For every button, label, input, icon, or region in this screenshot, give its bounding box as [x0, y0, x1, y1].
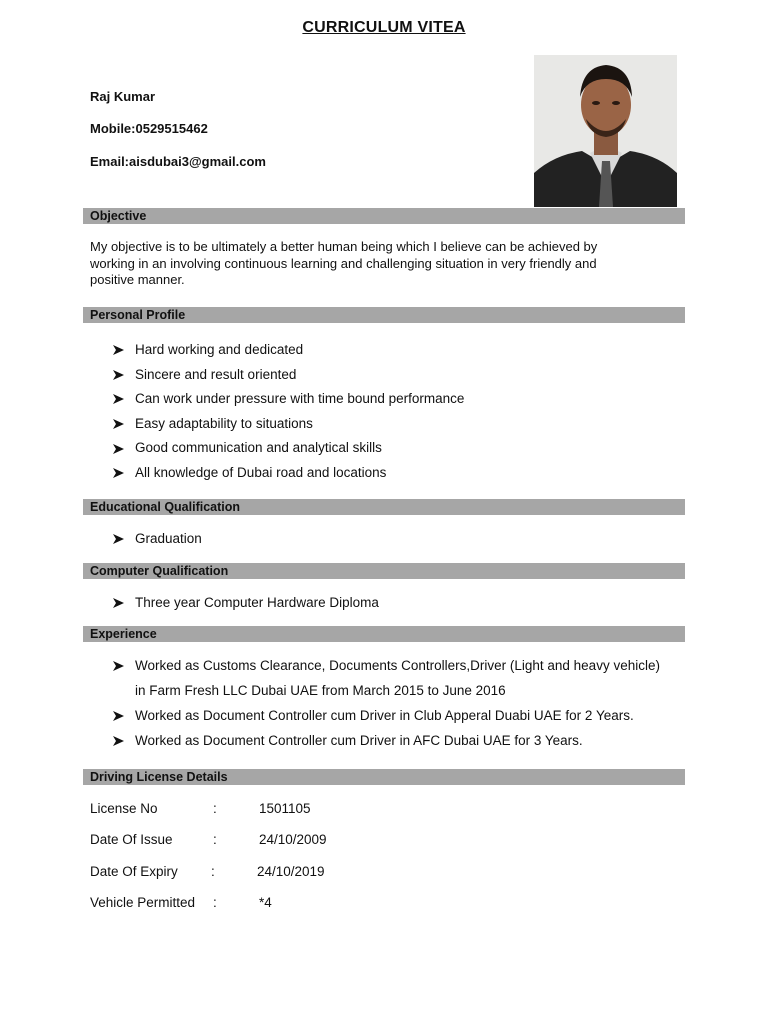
license-row — [90, 895, 390, 913]
list-item — [113, 530, 202, 548]
list-item-text: Graduation — [135, 531, 202, 546]
document-title: CURRICULUM VITEA — [302, 19, 466, 36]
license-value: 24/10/2019 — [257, 864, 325, 879]
section-heading-license: Driving License Details — [83, 769, 685, 785]
arrowhead-bullet-icon — [113, 338, 125, 363]
arrowhead-bullet-icon — [113, 436, 125, 461]
list-item-text: All knowledge of Dubai road and locations — [135, 464, 387, 480]
education-list — [113, 530, 202, 548]
list-item — [113, 387, 464, 412]
list-item-text: Can work under pressure with time bound performance — [135, 391, 465, 407]
arrowhead-bullet-icon — [113, 363, 125, 388]
arrowhead-bullet-icon — [113, 412, 125, 437]
experience-list — [113, 653, 660, 753]
list-item-text: Worked as Document Controller cum Driver in AFC Dubai UAE for 3 Years. — [135, 733, 583, 748]
arrowhead-bullet-icon — [113, 728, 125, 753]
arrowhead-bullet-icon — [113, 387, 125, 412]
contact-name: Raj Kumar — [90, 89, 156, 104]
contact-email: Email:aisdubai3@gmail.com — [90, 154, 266, 169]
list-item — [113, 363, 464, 388]
computer-list — [113, 594, 379, 612]
license-colon: : — [211, 864, 215, 879]
list-item — [113, 653, 660, 703]
list-item-text: Good communication and analytical skills — [135, 440, 382, 456]
license-row — [90, 864, 390, 882]
contact-mobile: Mobile:0529515462 — [90, 121, 208, 136]
license-label: Vehicle Permitted — [90, 895, 196, 910]
list-item-text: in Farm Fresh LLC Dubai UAE from March 2015 to June 2016 — [135, 683, 506, 698]
list-item-text: Sincere and result oriented — [135, 366, 297, 382]
list-item — [113, 436, 464, 461]
arrowhead-bullet-icon — [113, 594, 125, 612]
list-item — [113, 728, 660, 753]
arrowhead-bullet-icon — [113, 461, 125, 486]
personal-profile-list — [113, 338, 464, 486]
list-item-text: Worked as Document Controller cum Driver in Club Apperal Duabi UAE for 2 Years. — [135, 708, 634, 723]
license-label: License No — [90, 801, 158, 816]
list-item — [113, 412, 464, 437]
list-item — [113, 461, 464, 486]
list-item-text: Easy adaptability to situations — [135, 415, 313, 431]
list-item-text: Hard working and dedicated — [135, 342, 304, 357]
license-colon: : — [213, 801, 217, 816]
license-row — [90, 832, 390, 850]
objective-text — [90, 239, 650, 289]
license-label: Date Of Issue — [90, 832, 173, 847]
list-item — [113, 703, 660, 728]
arrowhead-bullet-icon — [113, 653, 125, 678]
section-heading-personal-profile: Personal Profile — [83, 307, 685, 323]
license-colon: : — [213, 832, 217, 847]
objective-line: working in an involving continuous learning and challenging situation in very friendly and — [90, 255, 597, 271]
license-value: 1501105 — [259, 801, 311, 816]
license-value: 24/10/2009 — [259, 832, 327, 847]
list-item — [113, 594, 379, 612]
license-value: *4 — [259, 895, 272, 910]
list-item-text: Worked as Customs Clearance, Documents Controllers,Driver (Light and heavy vehicle) — [135, 658, 660, 673]
arrowhead-bullet-icon — [113, 530, 125, 548]
license-label: Date Of Expiry — [90, 864, 178, 879]
license-colon: : — [213, 895, 217, 910]
list-item-text: Three year Computer Hardware Diploma — [135, 595, 379, 610]
section-heading-computer: Computer Qualification — [83, 563, 685, 579]
license-row — [90, 801, 390, 819]
section-heading-objective: Objective — [83, 208, 685, 224]
arrowhead-bullet-icon — [113, 703, 125, 728]
list-item — [113, 338, 464, 363]
objective-line: My objective is to be ultimately a better human being which I believe can be achieved by — [90, 239, 598, 254]
section-heading-education: Educational Qualification — [83, 499, 685, 515]
section-heading-experience: Experience — [83, 626, 685, 642]
profile-photo — [534, 55, 677, 207]
objective-line: positive manner. — [90, 272, 185, 287]
